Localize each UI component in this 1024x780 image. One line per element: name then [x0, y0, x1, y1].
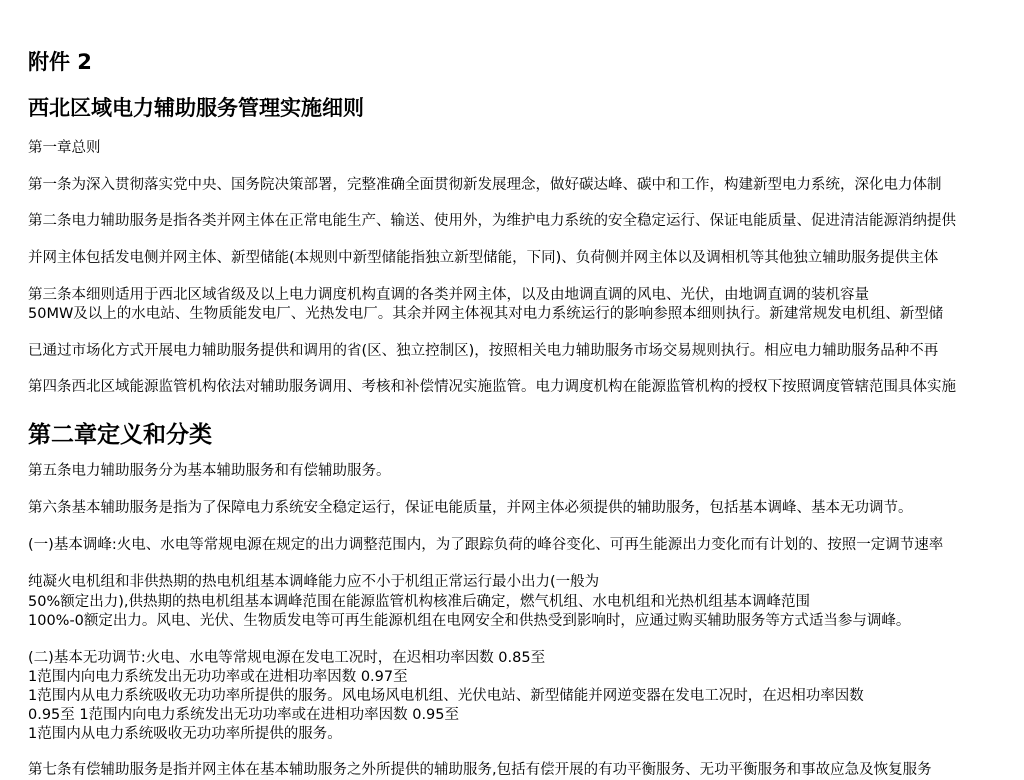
grid-subjects-paragraph: 并网主体包括发电侧并网主体、新型储能(本规则中新型储能指独立新型储能，下同)、负荷侧并网主体以及调相机等其他独立辅助服务提供主体: [28, 250, 939, 266]
attachment-label: 附件 2: [28, 50, 92, 74]
reactive-line-5: 1范围内从电力系统吸收无功功率所提供的服务。: [28, 726, 342, 742]
basic-peak-line-4: 100%-0额定出力。风电、光伏、生物质发电等可再生能源机组在电网安全和供热受到影响时，应通过购买辅助服务等方式适当参与调峰。: [28, 613, 911, 629]
article-3-line-1: 第三条本细则适用于西北区域省级及以上电力调度机构直调的各类并网主体，以及由地调直调的风电、光伏，由地调直调的装机容量: [28, 287, 869, 303]
article-3-line-2: 50MW及以上的水电站、生物质能发电厂、光热发电厂。其余并网主体视其对电力系统运行的影响参照本细则执行。新建常规发电机组、新型储: [28, 306, 944, 322]
article-2: 第二条电力辅助服务是指各类并网主体在正常电能生产、输送、使用外，为维护电力系统的安全稳定运行、保证电能质量、促进清洁能源消纳提供: [28, 213, 956, 229]
chapter2-heading: 第二章定义和分类: [28, 422, 212, 448]
reactive-line-1: (二)基本无功调节:火电、水电等常规电源在发电工况时，在迟相功率因数 0.85至: [28, 650, 546, 666]
market-paragraph: 已通过市场化方式开展电力辅助服务提供和调用的省(区、独立控制区)，按照相关电力辅助服务市场交易规则执行。相应电力辅助服务品种不再: [28, 343, 939, 359]
reactive-line-2: 1范围内向电力系统发出无功功率或在进相功率因数 0.97至: [28, 669, 408, 685]
reactive-line-3: 1范围内从电力系统吸收无功功率所提供的服务。风电场风电机组、光伏电站、新型储能并网逆变器在发电工况时，在迟相功率因数: [28, 688, 864, 704]
article-6: 第六条基本辅助服务是指为了保障电力系统安全稳定运行，保证电能质量，并网主体必须提供的辅助服务，包括基本调峰、基本无功调节。: [28, 500, 913, 516]
basic-peak-line-3: 50%额定出力),供热期的热电机组基本调峰范围在能源监管机构核准后确定，燃气机组、水电机组和光热机组基本调峰范围: [28, 594, 810, 610]
document-title: 西北区域电力辅助服务管理实施细则: [28, 96, 364, 120]
basic-peak-line-2: 纯凝火电机组和非供热期的热电机组基本调峰能力应不小于机组正常运行最小出力(一般为: [28, 574, 600, 590]
chapter1-heading: 第一章总则: [28, 140, 101, 156]
article-7-partial: 第七条有偿辅助服务是指并网主体在基本辅助服务之外所提供的辅助服务,包括有偿开展的有功平衡服务、无功平衡服务和事故应急及恢复服务: [28, 762, 932, 778]
basic-peak-paragraph: (一)基本调峰:火电、水电等常规电源在规定的出力调整范围内，为了跟踪负荷的峰谷变化、可再生能源出力变化而有计划的、按照一定调节速率: [28, 537, 944, 553]
article-4: 第四条西北区域能源监管机构依法对辅助服务调用、考核和补偿情况实施监管。电力调度机构在能源监管机构的授权下按照调度管辖范围具体实施: [28, 379, 956, 395]
reactive-line-4: 0.95至 1范围内向电力系统发出无功功率或在进相功率因数 0.95至: [28, 707, 460, 723]
article-5: 第五条电力辅助服务分为基本辅助服务和有偿辅助服务。: [28, 463, 391, 479]
article-1: 第一条为深入贯彻落实党中央、国务院决策部署，完整准确全面贯彻新发展理念，做好碳达峰、碳中和工作，构建新型电力系统，深化电力体制: [28, 177, 942, 193]
